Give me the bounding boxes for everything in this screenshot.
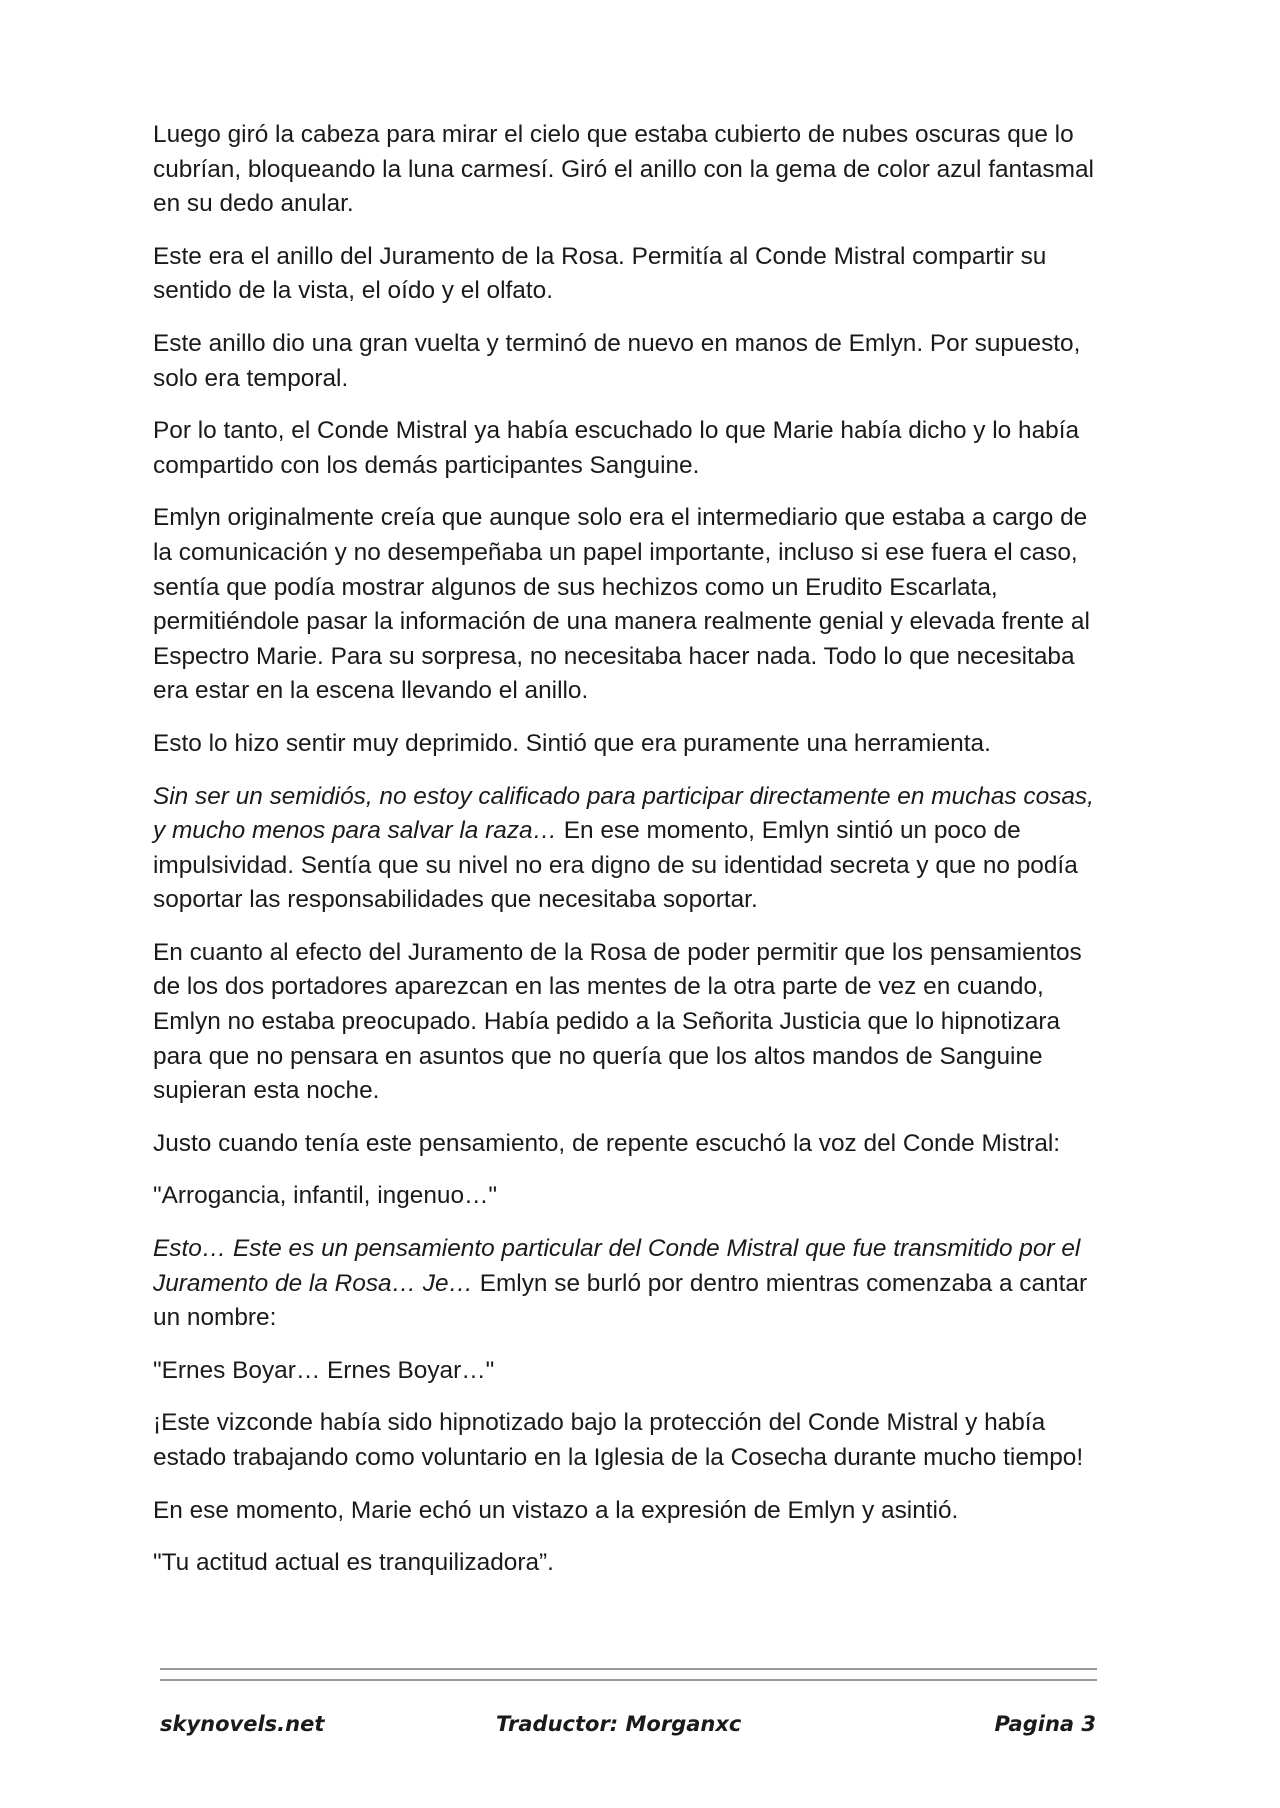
- footer-site: skynovels.net: [160, 1712, 325, 1736]
- paragraph: En ese momento, Marie echó un vistazo a la expresión de Emlyn y asintió.: [153, 1496, 959, 1524]
- footer-page-number: Pagina 3: [994, 1712, 1096, 1736]
- footer-translator: Traductor: Morganxc: [496, 1712, 742, 1736]
- paragraph: ¡Este vizconde había sido hipnotizado bajo la protección del Conde Mistral y había estado trabajando como voluntario en la Iglesia de la Cosecha durante mucho tiempo!: [153, 1409, 1084, 1471]
- dialogue-line: "Arrogancia, infantil, ingenuo…": [153, 1182, 498, 1210]
- footer-divider-bottom: [160, 1679, 1097, 1681]
- paragraph: [153, 1232, 1098, 1336]
- italic-thought: Esto… Este es un pensamiento particular del Conde Mistral que fue transmitido por el Juramento de la Rosa… Je…: [153, 1235, 1081, 1297]
- paragraph: Este era el anillo del Juramento de la Rosa. Permitía al Conde Mistral compartir su sentido de la vista, el oído y el olfato.: [153, 242, 1047, 305]
- paragraph: [153, 780, 1098, 918]
- italic-thought: Sin ser un semidiós, no estoy calificado para participar directamente en muchas cosas, y mucho menos para salvar la raza…: [153, 782, 1094, 845]
- paragraph: Por lo tanto, el Conde Mistral ya había escuchado lo que Marie había dicho y lo había compartido con los demás participantes Sanguine.: [153, 417, 1080, 479]
- footer-divider-top: [160, 1668, 1097, 1670]
- dialogue-line: "Ernes Boyar… Ernes Boyar…": [153, 1356, 495, 1384]
- paragraph-text: En ese momento, Emlyn sintió un poco de impulsividad. Sentía que su nivel no era digno de su identidad secreta y que no podía soportar las responsabilidades que necesitaba soportar.: [153, 817, 1078, 914]
- paragraph: Justo cuando tenía este pensamiento, de repente escuchó la voz del Conde Mistral:: [153, 1129, 1061, 1157]
- paragraph: Esto lo hizo sentir muy deprimido. Sintió que era puramente una herramienta.: [153, 729, 991, 757]
- paragraph: Emlyn originalmente creía que aunque solo era el intermediario que estaba a cargo de la comunicación y no desempeñaba un papel importante, incluso si ese fuera el caso, sentía que podía mostrar algunos de sus hechizos como un Erudito Escarlata, permitiéndole pasar la información de una manera realmente genial y elevada frente al Espectro Marie. Para su sorpresa, no necesitaba hacer nada. Todo lo que necesitaba era estar en la escena llevando el anillo.: [153, 504, 1090, 705]
- chapter-body: [153, 118, 1098, 1599]
- paragraph: Luego giró la cabeza para mirar el cielo que estaba cubierto de nubes oscuras que lo cubrían, bloqueando la luna carmesí. Giró el anillo con la gema de color azul fantasmal en su dedo anular.: [153, 121, 1094, 218]
- paragraph: En cuanto al efecto del Juramento de la Rosa de poder permitir que los pensamientos de los dos portadores aparezcan en las mentes de la otra parte de vez en cuando, Emlyn no estaba preocupado. Había pedido a la Señorita Justicia que lo hipnotizara para que no pensara en asuntos que no quería que los altos mandos de Sanguine supieran esta noche.: [153, 938, 1082, 1105]
- paragraph: Este anillo dio una gran vuelta y terminó de nuevo en manos de Emlyn. Por supuesto, solo era temporal.: [153, 329, 1081, 392]
- paragraph-text: Emlyn se burló por dentro mientras comenzaba a cantar un nombre:: [153, 1269, 1088, 1332]
- dialogue-line: "Tu actitud actual es tranquilizadora”.: [153, 1549, 554, 1577]
